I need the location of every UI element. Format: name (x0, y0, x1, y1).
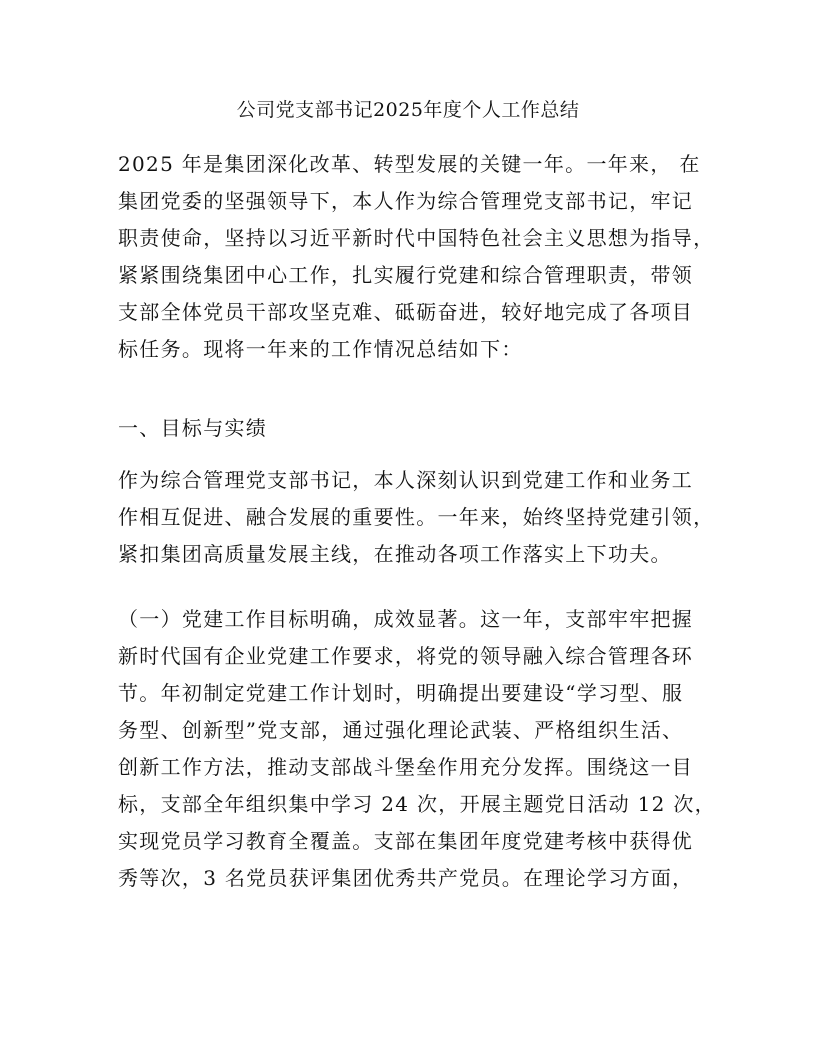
subsection-paragraph (118, 601, 716, 897)
intro-paragraph (118, 146, 715, 368)
text-line: 节。年初制定党建工作计划时，明确提出要建设“学习型、服 (118, 681, 684, 705)
text-line: 紧紧围绕集团中心工作，扎实履行党建和综合管理职责，带领 (118, 263, 694, 287)
text-line: 集团党委的坚强领导下，本人作为综合管理党支部书记，牢记 (118, 189, 694, 213)
text-line: （一）党建工作目标明确，成效显著。这一年，支部牢牢把握 (118, 607, 694, 631)
text-line: 实现党员学习教育全覆盖。支部在集团年度党建考核中获得优 (118, 829, 694, 853)
text-line: 职责使命，坚持以习近平新时代中国特色社会主义思想为指导， (118, 226, 715, 250)
text-line: 紧扣集团高质量发展主线，在推动各项工作落实上下功夫。 (118, 542, 672, 566)
document-title: 公司党支部书记2025年度个人工作总结 (236, 99, 580, 121)
text-line: 标任务。现将一年来的工作情况总结如下： (118, 337, 523, 361)
text-line: 新时代国有企业党建工作要求，将党的领导融入综合管理各环 (118, 644, 694, 668)
text-line: 支部全体党员干部攻坚克难、砥砺奋进，较好地完成了各项目 (118, 300, 694, 324)
section-heading (118, 410, 698, 447)
section-intro-paragraph (118, 462, 715, 573)
text-line: 作为综合管理党支部书记，本人深刻认识到党建工作和业务工 (118, 468, 694, 492)
text-line: 务型、创新型”党支部，通过强化理论武装、严格组织生活、 (118, 718, 684, 742)
heading-line: 一、目标与实绩 (118, 416, 268, 440)
text-line: 作相互促进、融合发展的重要性。一年来，始终坚持党建引领， (118, 505, 715, 529)
text-line: 创新工作方法，推动支部战斗堡垒作用充分发挥。围绕这一目 (118, 755, 694, 779)
text-line: 标，支部全年组织集中学习 24 次，开展主题党日活动 12 次， (118, 792, 716, 816)
text-line: 2025 年是集团深化改革、转型发展的关键一年。一年来， 在 (118, 152, 701, 176)
text-line: 秀等次，3 名党员获评集团优秀共产党员。在理论学习方面， (118, 866, 694, 890)
